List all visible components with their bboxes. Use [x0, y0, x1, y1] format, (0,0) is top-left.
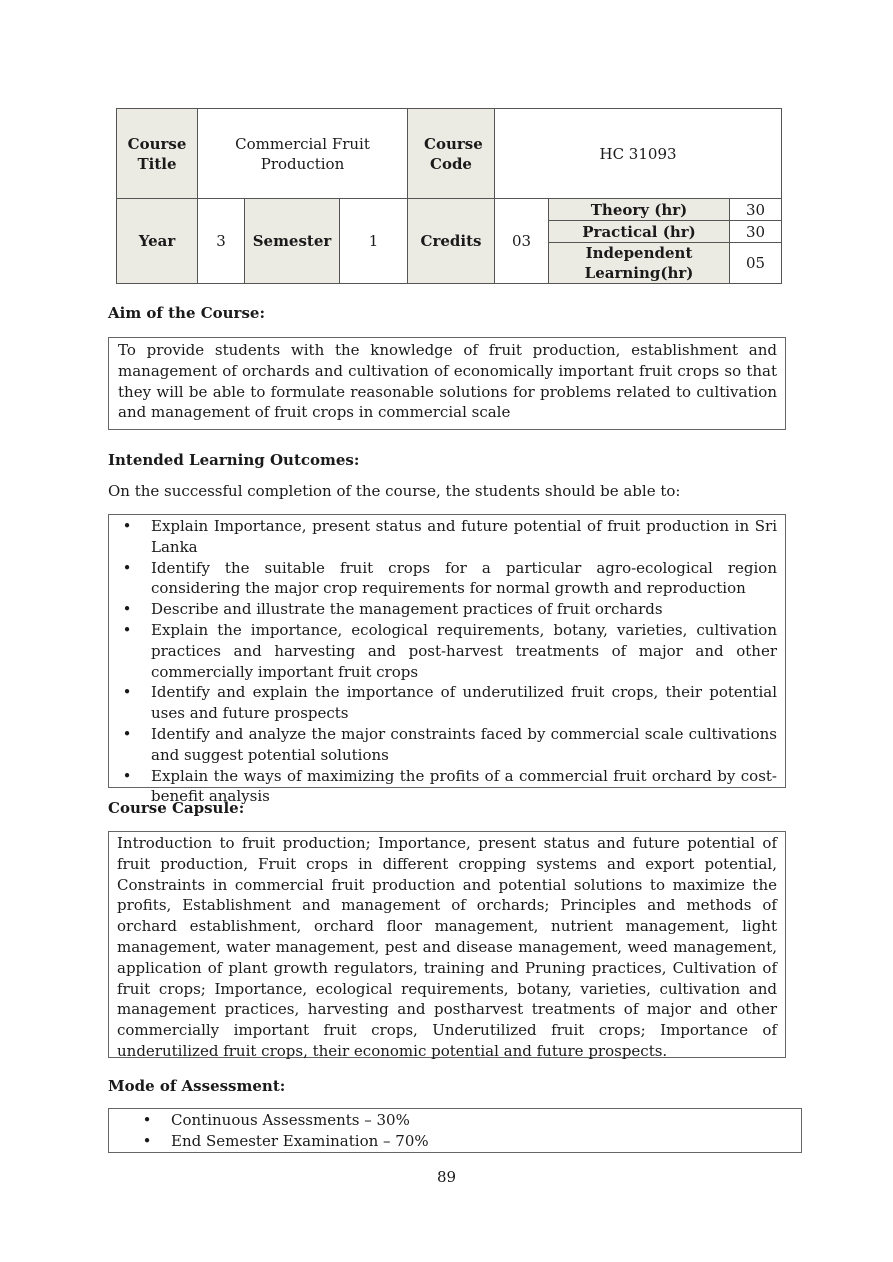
outcomes-list: [117, 516, 777, 807]
credits-value: 03: [495, 199, 549, 284]
outcome-item: • Identify the suitable fruit crops for a particular agro-ecological region considering the major crop requirements for normal growth and reproduction: [117, 558, 777, 600]
course-code-label: Course Code: [408, 109, 495, 199]
bullet-icon: •: [122, 600, 132, 619]
capsule-box: [108, 831, 786, 1058]
outcomes-intro: On the successful completion of the course, the students should be able to:: [108, 482, 681, 500]
outcome-item: • Explain the importance, ecological requirements, botany, varieties, cultivation practices and harvesting and post-harvest treatments of major and other commercially important fruit crops: [117, 620, 777, 682]
outcome-item: • Identify and explain the importance of underutilized fruit crops, their potential uses and future prospects: [117, 682, 777, 724]
bullet-icon: •: [122, 683, 132, 702]
independent-learning-value: 05: [730, 243, 782, 284]
credits-label: Credits: [408, 199, 495, 284]
capsule-heading: Course Capsule:: [108, 799, 245, 817]
bullet-icon: •: [122, 558, 132, 577]
assessment-item: • Continuous Assessments – 30%: [139, 1110, 793, 1131]
year-label: Year: [117, 199, 198, 284]
independent-learning-label: Independent Learning(hr): [549, 243, 730, 284]
outcomes-heading: Intended Learning Outcomes:: [108, 451, 360, 469]
page-number: 89: [436, 1168, 457, 1186]
outcome-item: • Describe and illustrate the management practices of fruit orchards: [117, 599, 777, 620]
theory-hours-label: Theory (hr): [549, 199, 730, 221]
semester-value: 1: [340, 199, 408, 284]
assessment-box: [108, 1108, 802, 1153]
practical-hours-label: Practical (hr): [549, 221, 730, 243]
bullet-icon: •: [122, 724, 132, 743]
assessment-item: • End Semester Examination – 70%: [139, 1131, 793, 1152]
bullet-icon: •: [122, 620, 132, 639]
outcome-item: • Explain the ways of maximizing the profits of a commercial fruit orchard by cost-benefit analysis: [117, 766, 777, 808]
course-title-label: Course Title: [117, 109, 198, 199]
aim-box: [108, 337, 786, 430]
assessment-list: [139, 1110, 793, 1152]
practical-hours-value: 30: [730, 221, 782, 243]
course-code-value: HC 31093: [495, 109, 782, 199]
course-info-table: [116, 108, 782, 284]
capsule-text: Introduction to fruit production; Importance, present status and future potential of fruit production, Fruit crops in different cropping systems and export potential, Constraints in commercial fruit production and potential solutions to maximize the profits, Establishment and management of orchards; Principles and methods of orchard establishment, orchard floor management, nutrient management, light management, water management, pest and disease management, weed management, application of plant growth regulators, training and Pruning practices, Cultivation of fruit crops; Importance, ecological requirements, botany, varieties, cultivation and management practices, harvesting and postharvest treatments of major and other commercially important fruit crops, Underutilized fruit crops; Importance of underutilized fruit crops, their economic potential and future prospects.: [117, 834, 777, 1060]
bullet-icon: •: [142, 1111, 152, 1129]
aim-heading: Aim of the Course:: [108, 304, 265, 322]
bullet-icon: •: [142, 1131, 152, 1150]
semester-label: Semester: [245, 199, 340, 284]
theory-hours-value: 30: [730, 199, 782, 221]
aim-text: To provide students with the knowledge of fruit production, establishment and management of orchards and cultivation of economically important fruit crops so that they will be able to formulate reasonable solutions for problems related to cultivation and management of fruit crops in commercial scale: [118, 341, 777, 422]
assessment-heading: Mode of Assessment:: [108, 1077, 286, 1095]
outcome-item: • Explain Importance, present status and future potential of fruit production in Sri Lanka: [117, 516, 777, 558]
outcome-item: • Identify and analyze the major constraints faced by commercial scale cultivations and suggest potential solutions: [117, 724, 777, 766]
course-title-value: Commercial Fruit Production: [198, 109, 408, 199]
bullet-icon: •: [122, 517, 132, 535]
year-value: 3: [198, 199, 245, 284]
bullet-icon: •: [122, 766, 132, 785]
outcomes-box: [108, 514, 786, 806]
